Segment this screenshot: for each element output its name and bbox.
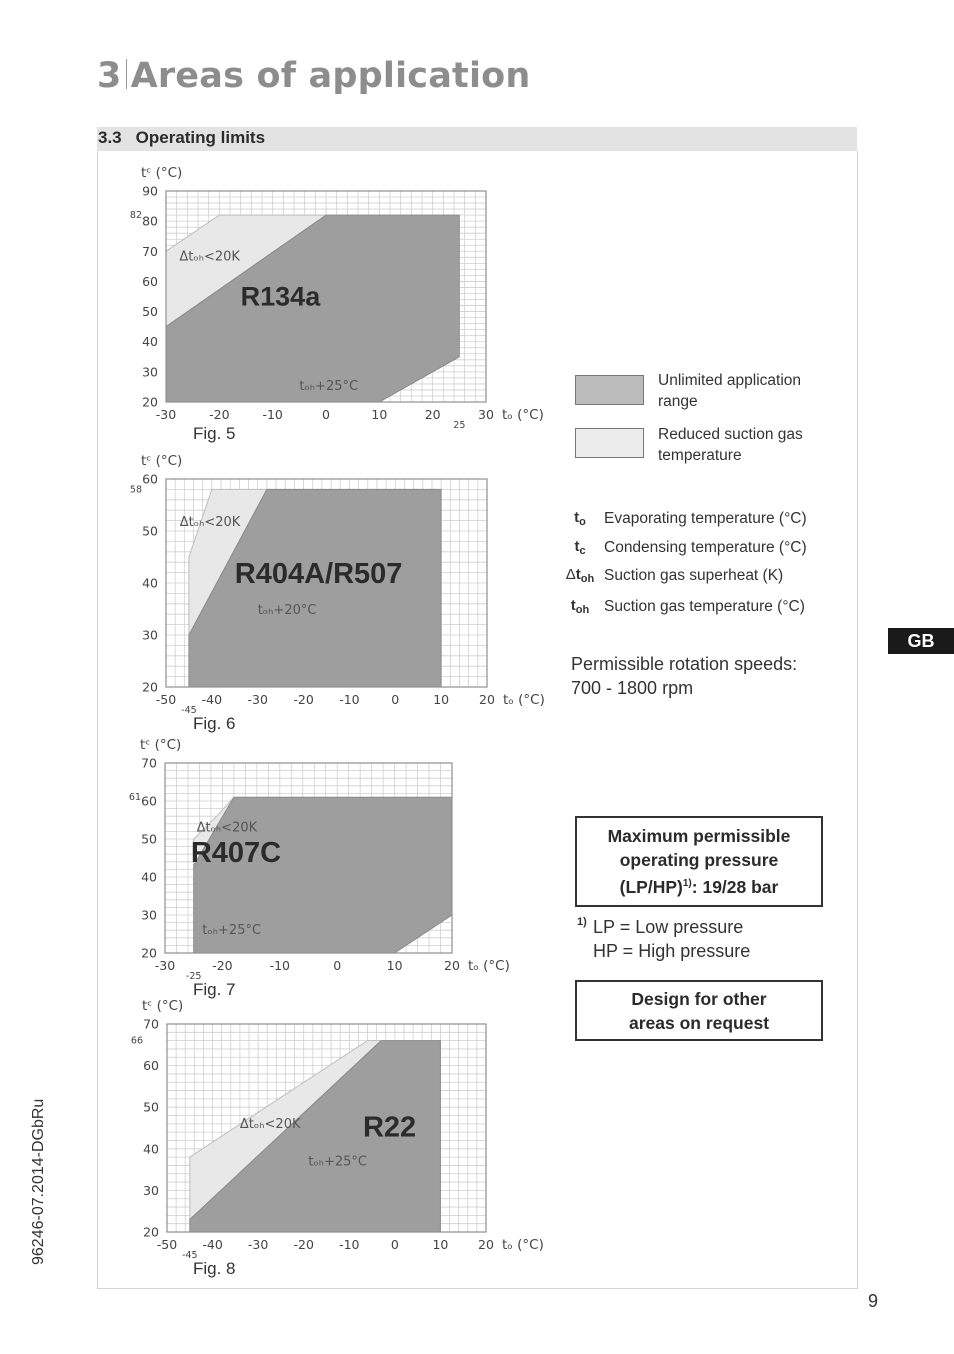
y-tick-label: 20 [143,1224,159,1240]
chart-annotation: tₒₕ+25°C [308,1154,368,1170]
chart-title: R407C [190,836,282,869]
chart-title: R404A/R507 [234,558,403,590]
y-tick-label: 30 [141,907,157,923]
y-tick-label: 40 [142,334,158,350]
x-tick-label: 30 [478,407,494,422]
y-tick-label: 80 [142,213,158,229]
page-number: 9 [868,1291,879,1311]
x-tick-label: -40 [201,692,223,707]
figure-caption-5: Fig. 5 [193,424,236,443]
x-tick-label: 0 [390,1237,399,1252]
x-tick-label: 20 [444,958,460,973]
x-extra-tick-label: -45 [182,1250,198,1261]
chart-annotation: Δtₒₕ<20K [196,820,258,836]
max-pressure-box: Maximum permissible operating pressure $(LP/HP)^{1)}$: 19/28 bar [575,816,823,907]
symbol-to: $t_o$ [574,509,586,528]
x-tick-label: 20 [479,692,495,707]
x-tick-label: -30 [247,1237,269,1252]
y-tick-label: 70 [143,1016,159,1032]
section-title: Operating limits [135,128,266,147]
y-tick-label: 20 [142,679,158,695]
chapter-title: Areas of application [130,56,531,96]
y-axis-label: tᶜ (°C) [141,165,183,181]
x-tick-label: 20 [424,407,441,422]
y-tick-label: 30 [142,627,158,643]
chart-annotation: Δtₒₕ<20K [179,514,241,530]
definition-toh: Suction gas temperature (°C) [604,598,805,615]
legend-label-unlimited: Unlimited application range [658,372,802,410]
x-tick-label: -50 [155,692,177,707]
x-axis-label: tₒ (°C) [503,692,545,708]
section-number: 3.3 [98,128,122,147]
y-tick-label: 60 [142,273,158,289]
y-tick-label: 70 [142,243,158,259]
x-tick-label: -20 [212,958,233,973]
x-tick-label: -10 [339,1237,360,1252]
y-extra-tick-label: 66 [130,1035,143,1047]
x-tick-label: -10 [269,958,291,973]
x-axis-label: tₒ (°C) [502,407,544,423]
y-extra-tick-label: 58 [129,484,142,496]
language-tab-gb: GB [888,628,954,654]
figure-caption-6: Fig. 6 [193,714,236,733]
chart-annotation: tₒₕ+25°C [202,923,262,938]
x-tick-label: -20 [293,1237,314,1252]
x-tick-label: 0 [391,692,400,707]
y-tick-label: 70 [141,755,157,771]
x-extra-tick-label: -25 [185,971,202,982]
figure-caption-7: Fig. 7 [193,980,236,999]
y-tick-label: 40 [141,869,157,885]
x-tick-label: -50 [156,1237,178,1252]
x-tick-label: -20 [293,692,314,707]
y-tick-label: 50 [141,831,157,847]
y-tick-label: 60 [143,1058,159,1074]
y-extra-tick-label: 82 [129,210,142,222]
x-tick-label: 10 [386,958,403,973]
y-tick-label: 30 [143,1182,159,1198]
y-tick-label: 20 [142,394,158,410]
y-tick-label: 60 [141,793,157,809]
legend-label-reduced: Reduced suction gas temperature [658,426,803,464]
figure-caption-8: Fig. 8 [193,1259,236,1278]
document-code: 96246-07.2014-DGbRu [30,1098,47,1265]
x-tick-label: -40 [202,1237,223,1252]
y-tick-label: 30 [142,364,158,380]
y-axis-label: tᶜ (°C) [141,453,183,469]
x-tick-label: -20 [209,407,230,422]
x-axis-label: tₒ (°C) [468,958,510,974]
design-request-box: Design for other areas on request [575,980,823,1041]
y-tick-label: 50 [142,523,158,539]
chart-annotation: Δtₒₕ<20K [239,1117,301,1132]
y-tick-label: 40 [143,1141,159,1157]
legend-swatch-unlimited [575,375,644,405]
y-axis-label: tᶜ (°C) [140,737,182,753]
x-tick-label: -10 [339,692,360,707]
chapter-number: 3 [97,56,122,96]
definition-tc: Condensing temperature (°C) [604,539,807,556]
x-axis-label: tₒ (°C) [502,1237,544,1253]
x-tick-label: -30 [247,692,268,707]
y-tick-label: 50 [142,304,158,320]
x-extra-tick-label: 25 [453,420,466,431]
x-tick-label: -30 [155,407,177,422]
chart-annotation: tₒₕ+20°C [257,603,317,619]
definition-to: Evaporating temperature (°C) [604,510,807,527]
symbol-delta-toh: $\Delta t_{oh}$ [565,566,595,585]
y-tick-label: 60 [142,471,158,487]
symbol-toh: $t_{oh}$ [570,597,590,616]
rotation-speeds-text: Permissible rotation speeds: 700 - 1800 rpm [571,654,798,698]
x-extra-tick-label: -45 [181,705,197,716]
y-extra-tick-label: 61 [128,792,141,804]
chart-annotation: Δtₒₕ<20K [179,249,240,265]
y-tick-label: 20 [141,945,157,961]
x-tick-label: 10 [432,1237,449,1252]
y-tick-label: 50 [143,1099,159,1115]
x-tick-label: -10 [262,407,283,422]
legend-swatch-reduced [575,428,644,458]
x-tick-label: 0 [333,958,342,973]
x-tick-label: 10 [433,692,450,707]
x-tick-label: -30 [154,958,176,973]
definition-delta-toh: Suction gas superheat (K) [604,567,784,584]
x-tick-label: 0 [322,407,330,422]
symbol-tc: $t_c$ [574,538,586,557]
x-tick-label: 10 [371,407,388,422]
footnote-mark: 1) [577,916,587,928]
y-tick-label: 40 [142,575,158,591]
x-tick-label: 20 [478,1237,494,1252]
chart-title: R134a [240,281,321,312]
chart-title: R22 [362,1111,417,1144]
footnote-text: LP = Low pressure HP = High pressure [593,917,751,961]
y-tick-label: 90 [142,183,158,199]
chart-annotation: tₒₕ+25°C [299,378,359,394]
y-axis-label: tᶜ (°C) [142,998,184,1014]
